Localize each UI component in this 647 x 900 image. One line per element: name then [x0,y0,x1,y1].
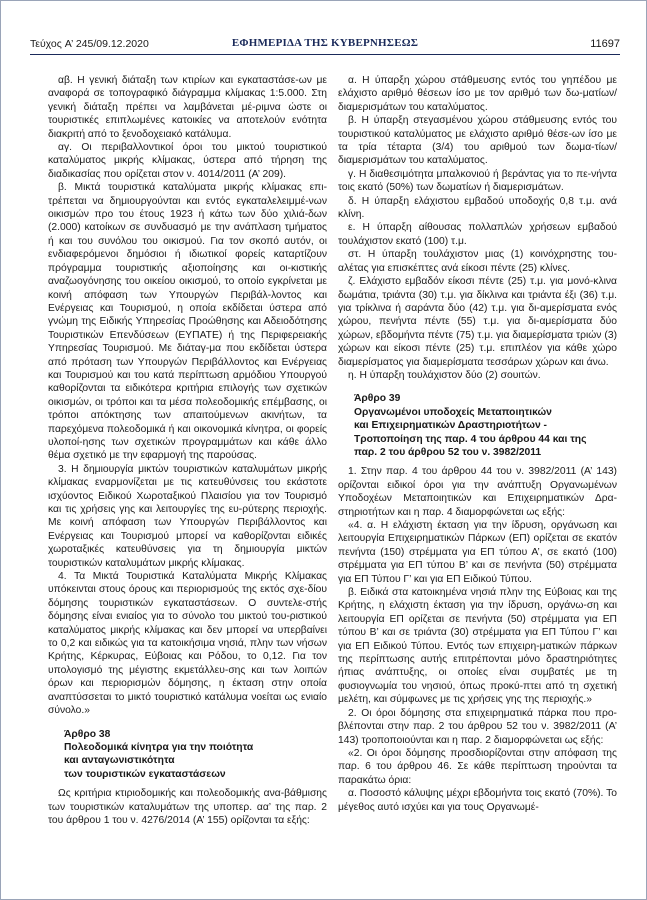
paragraph: «2. Οι όροι δόμησης προσδιορίζονται στην απόφαση της παρ. 6 του άρθρου 46. Σε κάθε περίπτωση τηρούνται τα παρακάτω όρια: [338,747,617,786]
paragraph: β. Μικτά τουριστικά καταλύματα μικρής κλίμακας επι-τρέπεται να δημιουργούνται και εντός εγκαταλελειμμέ-νων οικισμών προ του έτους 1923 ή κάτω των δύο χιλιά-δων (2.000) κατοίκων σε συνδυασμό με την ανάπλαση τμήματος ή και του συνόλου του οικισμού. Για τον σκοπό αυτόν, οι ενδιαφερόμενοι δημόσιοι ή ιδιωτικοί φορείς καταρτίζουν πρόγραμμα τουριστικής αξιοποίησης και οι-κιστικής αναζωογόνησης του οικείου οικισμού, το οποίο εγκρίνεται με κοινή απόφαση των Υπουργών Περιβάλ-λοντος και Ενέργειας και Τουρισμού, η οποία εκδίδεται ύστερα από γνώμη της Ειδικής Υπηρεσίας Προώθησης και Αδειοδότησης Τουριστικών Επενδύσεων (ΕΥΠΑΤΕ) ή της Περιφερειακής Υπηρεσίας Τουρισμού. Με διάταγ-μα που εκδίδεται ύστερα από πρόταση των Υπουργών Περιβάλλοντος και Ενέργειας και Τουρισμού και του κατά περίπτωση αρμόδιου Υπουργού καθορίζονται τα ειδικότερα κριτήρια επιλογής των σχετικών οικισμών, οι τρόποι και τα μέσα πολεοδομικής επέμβασης, οι τρόποι απόκτησης των απαιτούμενων ακινήτων, τα παρεχόμενα πολεοδομικά ή και οικονομικά κίνητρα, οι φορείς υλοποί-ησης των σχετικών προγραμμάτων και κάθε άλλο θέμα σχετικό με την εφαρμογή της παρούσας. [48,182,327,462]
right-column [338,74,617,814]
issue-label: Τεύχος A’ 245/09.12.2020 [30,38,149,50]
paragraph: αγ. Οι περιβαλλοντικοί όροι του μικτού τουριστικού καταλύματος μικρής κλίμακας, ύστερα από τήρηση της διαδικασίας που ορίζεται στον ν. 4014/2011 (Α’ 209). [48,142,327,180]
paragraph: γ. Η διαθεσιμότητα μπαλκονιού ή βεράντας για το πε-νήντα τοις εκατό (50%) των δωματίων ή διαμερισμάτων. [338,168,617,194]
paragraph: 2. Οι όροι δόμησης στα επιχειρηματικά πάρκα που προ-βλέπονται στην παρ. 2 του άρθρου 52 του ν. 3982/2011 (Α’ 143) τροποποιούνται και η παρ. 2 διαμορφώνεται ως εξής: [338,707,617,746]
left-column [48,74,327,827]
paragraph: «4. α. Η ελάχιστη έκταση για την ίδρυση, οργάνωση και λειτουργία Επιχειρηματικών Πάρκων (ΕΠ) ορίζεται σε εκατόν πενήντα (150) στρέμματα για ΕΠ τύπου Α’, σε εκατό (100) στρέμματα για ΕΠ τύπου Β’ και σε πενήντα (50) στρέμματα για ΕΠ Τύπου Γ’ και για ΕΠ Ειδικού Τύπου. [338,520,617,585]
article-title-line: και ανταγωνιστικότητα [64,755,175,767]
article-title-line: και Επιχειρηματικών Δραστηριοτήτων - [354,420,547,432]
paragraph: Ως κριτήρια κτιριοδομικής και πολεοδομικής ανα-βάθμισης των τουριστικών καταλυμάτων της υποπερ. αα’ της παρ. 2 του άρθρου 1 του ν. 4276/2014 (Α’ 155) ορίζονται τα εξής: [48,788,327,826]
paragraph: η. Η ύπαρξη τουλάχιστον δύο (2) σουιτών. [348,369,541,381]
paragraph: α. Ποσοστό κάλυψης μέχρι εβδομήντα τοις εκατό (70%). Το μέγεθος αυτό ισχύει και για τους Οργανωμέ- [338,788,617,813]
page-header [30,38,620,54]
header-rule [30,54,620,55]
article-title-line: Πολεοδομικά κίνητρα για την ποιότητα [64,741,254,753]
article-title-line: Τροποποίηση της παρ. 4 του άρθρου 44 και της [354,433,587,445]
article-title-line: παρ. 2 του άρθρου 52 του ν. 3982/2011 [354,446,542,458]
paragraph: 4. Τα Μικτά Τουριστικά Καταλύματα Μικρής Κλίμακας υπόκεινται στους όρους και περιορισμούς της εκτός σχε-δίου δόμησης τουριστικών εγκαταστάσεων. Ο συντελε-στής δόμησης είναι ενιαίος για το σύνολο του μικτού του-ριστικού καταλύματος μικρής κλίμακας και δεν μπορεί να υπερβαίνει το 0,2 και ειδικώς για τα κατοικήσιμα νησιά, πλην των νήσων Κρήτης, Κέρκυρας, Εύβοιας και Ρόδου, το 0,12. Για τον υπολογισμό της μέγιστης εκμετάλλευ-σης και των λοιπών όρων και περιορισμών δόμησης, η έκταση στην οποία αναπτύσσεται το μικτό τουριστικό κατάλυμα νοείται ως ενιαίο σύνολο.» [48,571,327,717]
article-heading [48,728,327,782]
article-title-line: Οργανωμένοι υποδοχείς Μεταποιητικών [354,406,552,418]
article-heading [338,392,617,459]
article-title-line: των τουριστικών εγκαταστάσεων [64,768,226,780]
paragraph: α. Η ύπαρξη χώρου στάθμευσης εντός του γηπέδου με ελάχιστο αριθμό θέσεων ίσο με τον αριθμό των δω-ματίων/διαμερισμάτων του καταλύματος. [338,75,617,113]
paragraph: ε. Η ύπαρξη αίθουσας πολλαπλών χρήσεων εμβαδού τουλάχιστον εκατό (100) τ.μ. [338,222,617,247]
article-number: Άρθρο 39 [354,393,401,405]
paragraph: 3. Η δημιουργία μικτών τουριστικών καταλυμάτων μικρής κλίμακας εναρμονίζεται με τις κατευθύνσεις του εκάστοτε ισχύοντος Ειδικού Χωροταξικού Πλαισίου για τον Τουρισμό και τις χρήσεις γης και λειτουργίες της ευ-ρύτερης περιοχής. Με κοινή απόφαση των Υπουργών Περιβάλλοντος και Ενέργειας και Τουρισμού μπορεί να καθορίζονται ειδικές χωροταξικές κατευθύνσεις για τη δημιουργία μικτών τουριστικών καταλυμάτων μικρής κλίμακας. [48,463,327,569]
paragraph: στ. Η ύπαρξη τουλάχιστον μιας (1) κοινόχρηστης του-αλέτας για επισκέπτες ανά είκοσι πέντε (25) κλίνες. [338,249,617,274]
article-number: Άρθρο 38 [64,728,111,740]
paragraph: δ. Η ύπαρξη ελάχιστου εμβαδού υποδοχής 0,8 τ.μ. ανά κλίνη. [338,195,617,221]
paragraph: β. Ειδικά στα κατοικημένα νησιά πλην της Εύβοιας και της Κρήτης, η ελάχιστη έκταση για την ίδρυση, οργάνω-ση και λειτουργία ΕΠ ορίζεται σε πενήντα (50) στρέμματα για ΕΠ τύπου Β’ και σε τριάντα (30) στρέμματα για ΕΠ Τύπου Γ’ και για ΕΠ Ειδικού Τύπου. Εντός των επιχειρη-ματικών πάρκων της περίπτωσης αυτής επιτρέπονται μόνο δραστηριότητες ήπιας ανάπτυξης, οι οποίες είναι συμβατές με τη φυσιογνωμία του νησιού, όπως προκύ-πτει από τη σχετική μελέτη, και σύμφωνες με τις χρήσεις γης της περιοχής.» [338,587,617,706]
paragraph: β. Η ύπαρξη στεγασμένου χώρου στάθμευσης εντός του τουριστικού καταλύματος με ελάχιστο αριθμό θέσε-ων ίσο με τα τρία τέταρτα (3/4) του αριθμού των δωμα-τίων/διαμερισμάτων του καταλύματος. [338,115,617,167]
paragraph: 1. Στην παρ. 4 του άρθρου 44 του ν. 3982/2011 (Α’ 143) ορίζονται ειδικοί όροι για την ανάπτυξη Οργανωμένων Υποδοχέων Μεταποιητικών και Επιχειρηματικών Δρα-στηριοτήτων και η παρ. 4 διαμορφώνεται ως εξής: [338,466,617,518]
paragraph: ζ. Ελάχιστο εμβαδόν είκοσι πέντε (25) τ.μ. για μονό-κλινα δωμάτια, τριάντα (30) τ.μ. για δίκλινα και τριάντα έξι (36) τ.μ. για τρίκλινα ή σαράντα δύο (42) τ.μ. για δι-αμερίσματα ενός χώρου, πενήντα πέντε (55) τ.μ. για δι-αμερίσματα δύο χώρων, εβδομήντα πέντε (75) τ.μ. για διαμερίσματα τριών (3) χώρων και είκοσι πέντε (25) τ.μ. επιπλέον για κάθε χώρο διαμερίσματος για διαμερίσματα τεσσάρων χώρων και άνω. [338,276,617,368]
page-number: 11697 [590,38,620,50]
journal-title: ΕΦΗΜΕΡΙΔΑ ΤΗΣ ΚΥΒΕΡΝΗΣΕΩΣ [231,37,419,49]
paragraph: αβ. Η γενική διάταξη των κτιρίων και εγκαταστάσε-ων με αναφορά σε τοπογραφικό διάγραμμα κλίμακας 1:5.000. Στη γενική διάταξη πρέπει να λαμβάνεται μέ-ριμνα ώστε οι τουριστικές επιπλωμένες κατοικίες να αποτελούν ενότητα διακριτή από το ξενοδοχειακό κατάλυμα. [48,75,327,140]
